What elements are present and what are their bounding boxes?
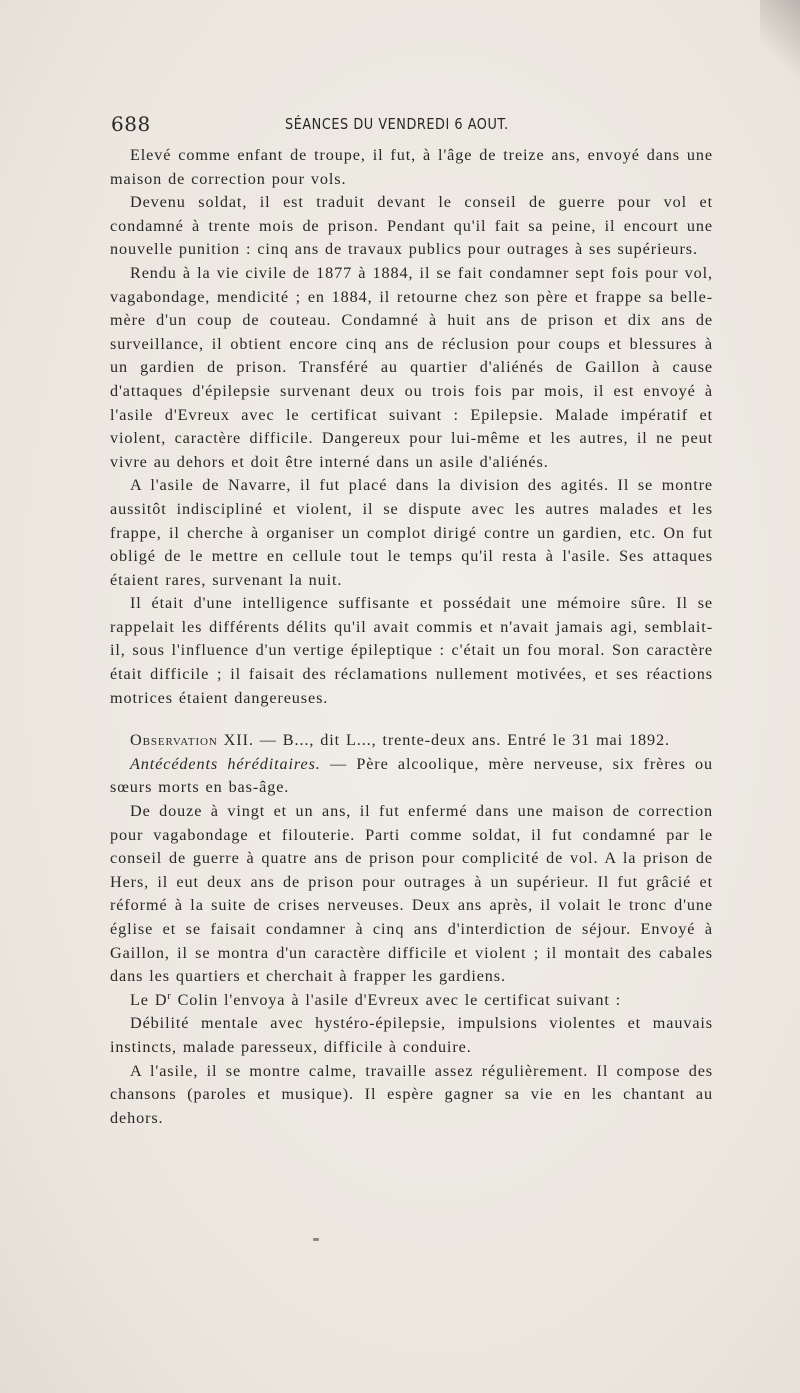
paragraph-certificate: Débilité mentale avec hystéro-épilepsie, impulsions violentes et mauvais instincts, malade paresseux, difficile à conduire.: [110, 1014, 713, 1056]
running-title: SÉANCES DU VENDREDI 6 AOUT.: [285, 115, 509, 133]
running-head: [111, 112, 711, 142]
colin-text-start: Le D: [130, 990, 168, 1009]
paragraph-youth: De douze à vingt et un ans, il fut enfermé dans une maison de correction pour vagabondage et filouterie. Parti comme soldat, il fut condamné par le conseil de guerre à quatre ans de prison pour complicité de vol. A la prison de Hers, il eut deux ans de prison pour outrages à un supérieur. Il fut grâcié et réformé à la suite de crises nerveuses. Deux ans après, il volait le tronc d'une église et se faisait condamner à cinq ans d'interdiction de séjour. Envoyé à Gaillon, il se montra d'un caractère difficile et violent ; il montait des cabales dans les quartiers et cherchait à frapper les gardiens.: [110, 802, 713, 986]
paragraph-civil-life: Rendu à la vie civile de 1877 à 1884, il se fait condamner sept fois pour vol, vagabondage, mendicité ; en 1884, il retourne chez son père et frappe sa belle-mère d'un coup de couteau. Condamné à huit ans de prison et dix ans de surveillance, il obtient encore cinq ans de réclusion pour coups et blessures à un gardien de prison. Transféré au quartier d'aliénés de Gaillon à cause d'attaques d'épilepsie survenant deux ou trois fois par mois, il est envoyé à l'asile d'Evreux avec le certificat suivant : Epilepsie. Malade impératif et violent, caractère difficile. Dangereux pour lui-même et les autres, il ne peut vivre au dehors et doit être interné dans un asile d'aliénés.: [110, 263, 713, 471]
antecedents-paragraph: [110, 753, 713, 800]
page-number: 688: [111, 112, 151, 136]
paragraph-upbringing: Elevé comme enfant de troupe, il fut, à l'âge de treize ans, envoyé dans une maison de correction pour vols.: [110, 146, 713, 188]
observation-label: Observation XII.: [130, 731, 254, 750]
antecedents-label: Antécédents héréditaires.: [130, 754, 321, 773]
observation-heading: [110, 729, 713, 753]
doctor-superscript: r: [167, 990, 172, 1002]
page-edge-shadow: [760, 0, 800, 80]
paragraph-intelligence: Il était d'une intelligence suffisante et possédait une mémoire sûre. Il se rappelait les différents délits qu'il avait commis et n'avait jamais agi, semblait-il, sous l'influence d'un vertige épileptique : c'était un fou moral. Son caractère était difficile ; il faisait des réclamations nullement motivées, et ses réactions motrices étaient dangereuses.: [110, 594, 713, 707]
paragraph-soldier: Devenu soldat, il est traduit devant le conseil de guerre pour vol et condamné à trente mois de prison. Pendant qu'il fait sa peine, il encourt une nouvelle punition : cinq ans de travaux publics pour outrages à ses supérieurs.: [110, 193, 713, 259]
paragraph-asylum-behaviour: A l'asile, il se montre calme, travaille assez régulièrement. Il compose des chansons (paroles et musique). Il espère gagner sa vie en les chantant au dehors.: [110, 1061, 713, 1127]
ink-speck: [313, 1238, 319, 1241]
paragraph-navarre-asylum: A l'asile de Navarre, il fut placé dans la division des agités. Il se montre aussitôt indiscipliné et violent, il se dispute avec les autres malades et les frappe, il cherche à organiser un complot dirigé contre un gardien, etc. On fut obligé de le mettre en cellule tout le temps qu'il resta à l'asile. Ses attaques étaient rares, survenant la nuit.: [110, 476, 713, 589]
body-text: [110, 144, 713, 1130]
observation-text: — B..., dit L..., trente-deux ans. Entré le 31 mai 1892.: [253, 731, 670, 750]
section-gap: [110, 710, 713, 729]
colin-text-end: Colin l'envoya à l'asile d'Evreux avec le certificat suivant :: [171, 990, 622, 1009]
antecedents-text: — Père alcoolique, mère nerveuse, six frères ou sœurs morts en bas-âge.: [110, 754, 714, 797]
paragraph-colin: [110, 989, 713, 1013]
